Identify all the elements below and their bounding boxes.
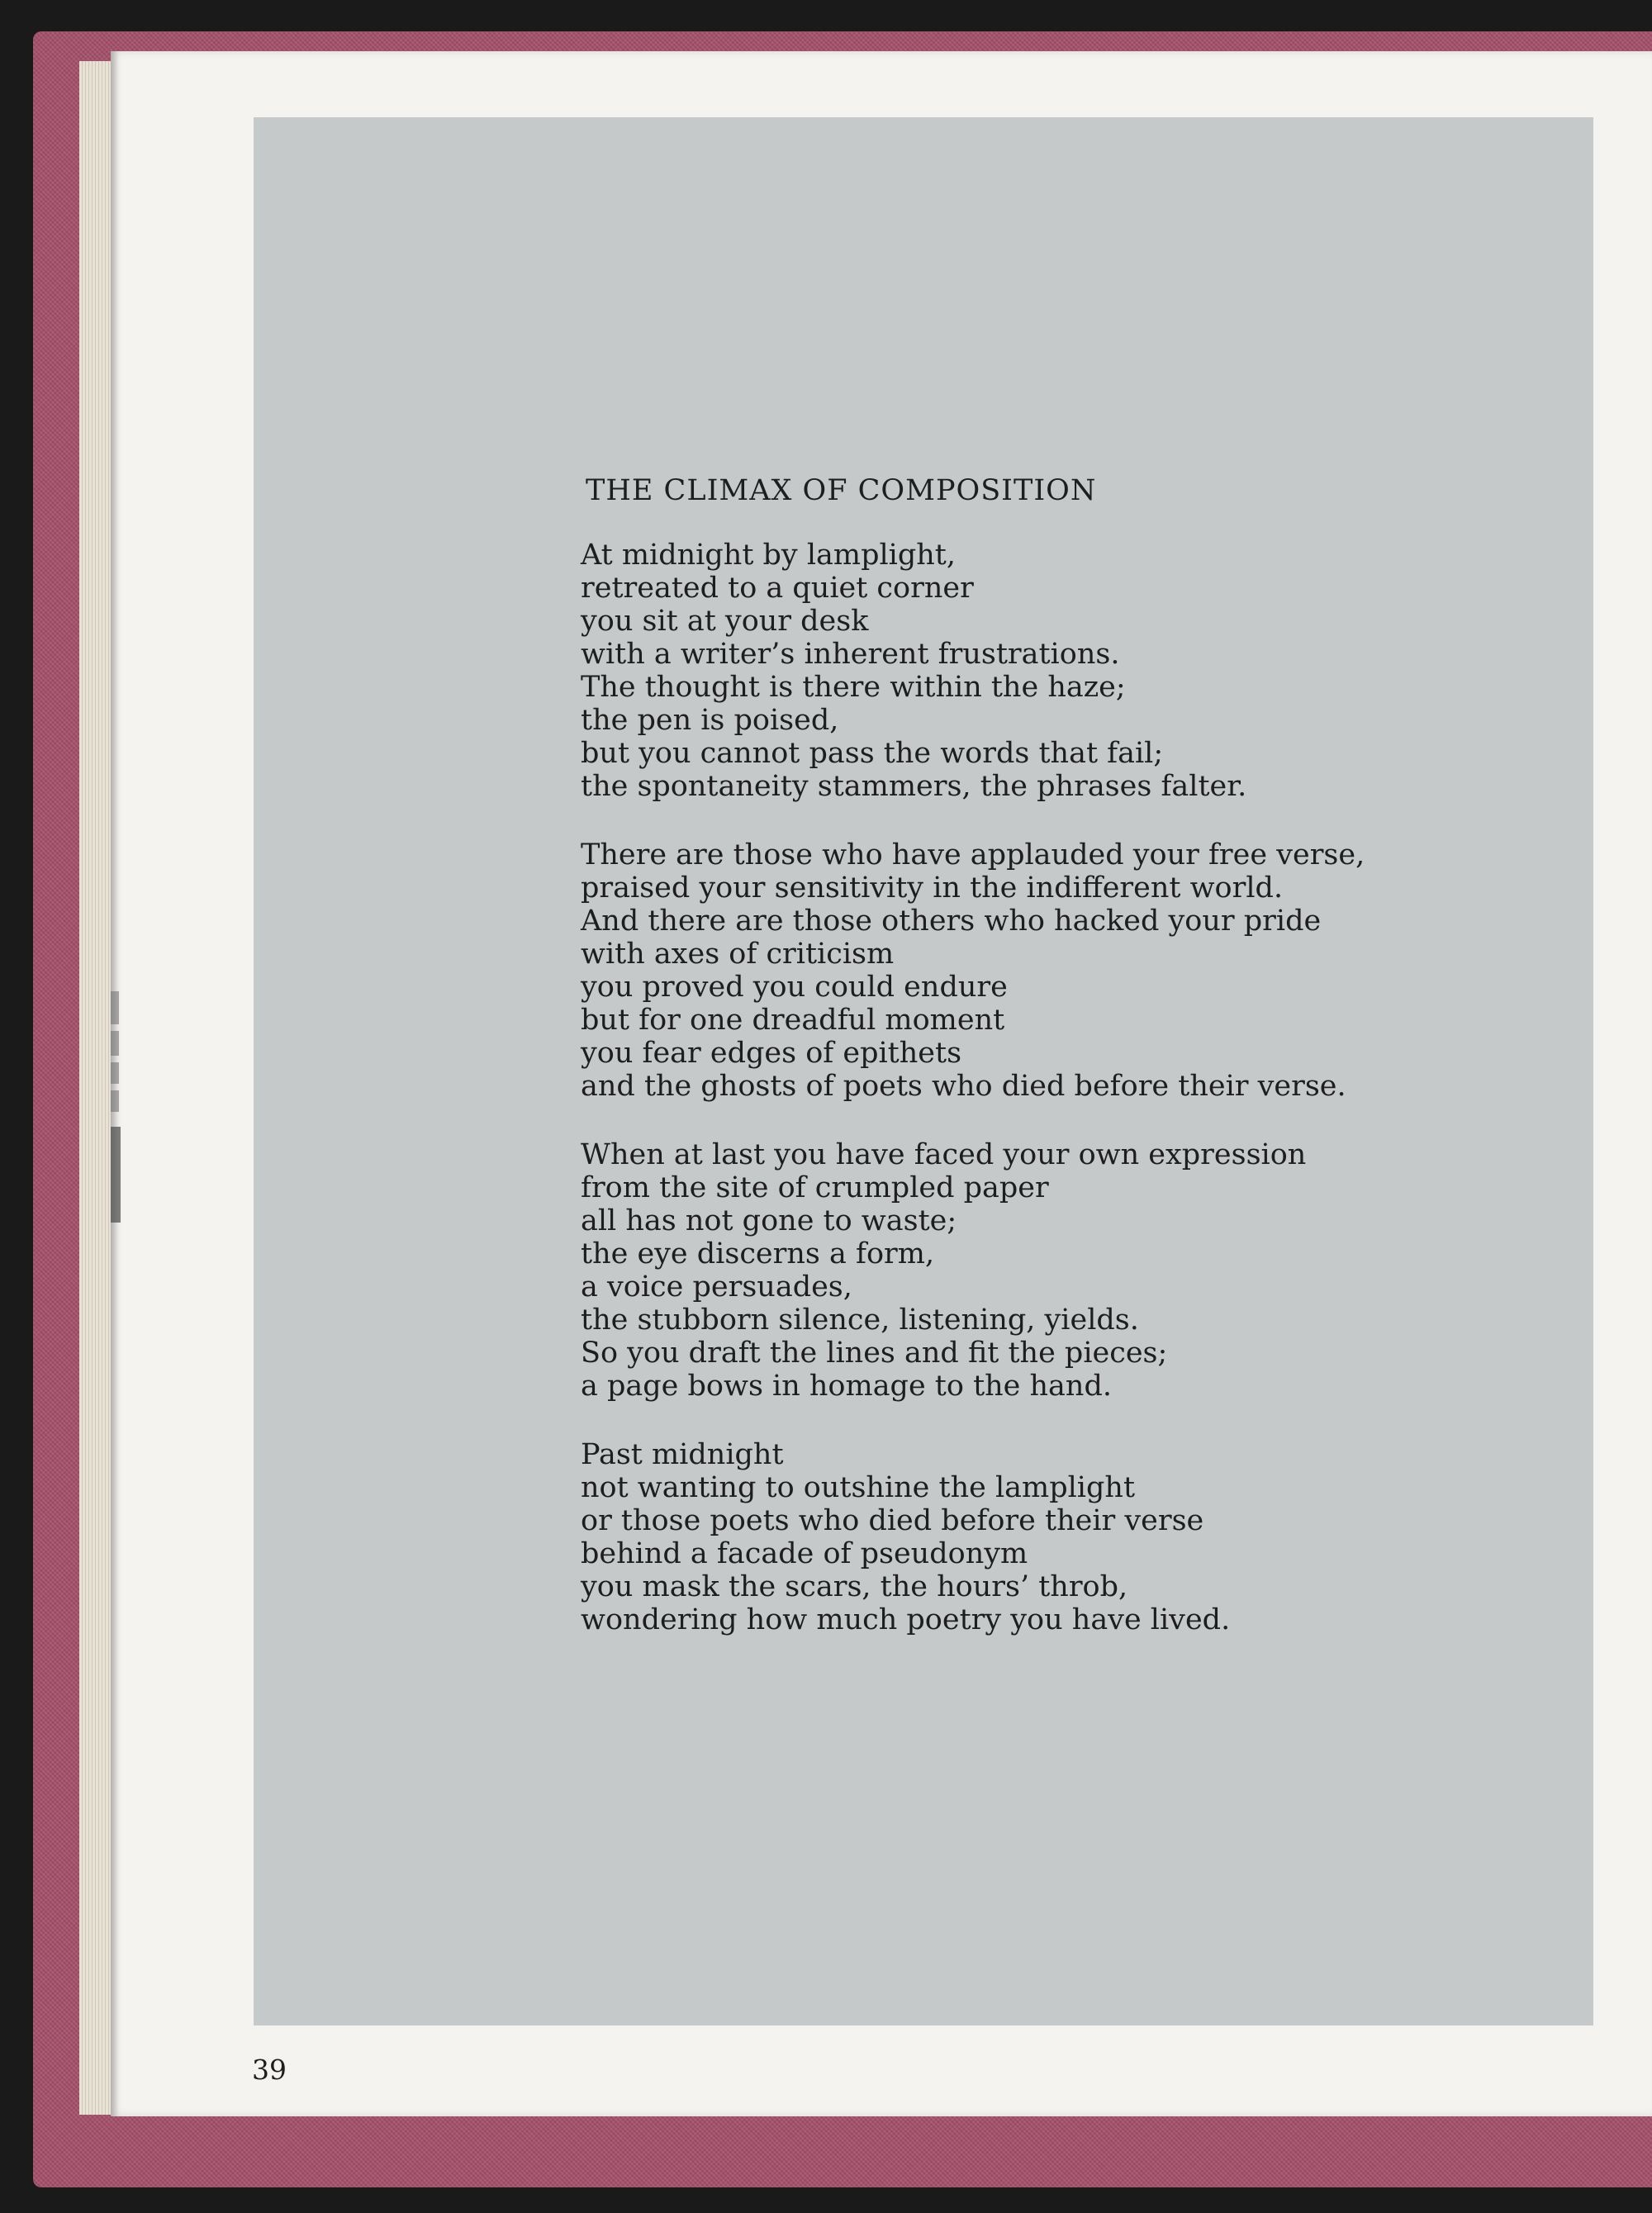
poem-line: or those poets who died before their verse xyxy=(581,1504,1204,1537)
stanza xyxy=(581,1438,1365,1636)
poem-title: THE CLIMAX OF COMPOSITION xyxy=(586,474,1097,507)
poem-line: And there are those others who hacked your pride xyxy=(581,905,1322,938)
poem-line: praised your sensitivity in the indifferent world. xyxy=(581,871,1284,905)
poem-line: At midnight by lamplight, xyxy=(581,539,956,572)
poem-line: When at last you have faced your own expression xyxy=(581,1138,1307,1171)
poem-line: the eye discerns a form, xyxy=(581,1237,935,1270)
library-stamp xyxy=(107,991,124,1223)
poem-line: behind a facade of pseudonym xyxy=(581,1537,1028,1570)
stanza xyxy=(581,1138,1365,1403)
poem-line: you mask the scars, the hours’ throb, xyxy=(581,1570,1128,1603)
poem-line: Past midnight xyxy=(581,1438,784,1471)
poem-line: wondering how much poetry you have lived. xyxy=(581,1603,1231,1636)
poem-line: you proved you could endure xyxy=(581,971,1008,1004)
poem-line: from the site of crumpled paper xyxy=(581,1171,1049,1204)
poem-line: the pen is poised, xyxy=(581,704,839,737)
poem-line: with axes of criticism xyxy=(581,938,895,971)
stanza xyxy=(581,539,1365,803)
poem-line: you fear edges of epithets xyxy=(581,1037,962,1070)
poem-line: not wanting to outshine the lamplight xyxy=(581,1471,1136,1504)
poem-line: a page bows in homage to the hand. xyxy=(581,1370,1112,1403)
poem-line: There are those who have applauded your free verse, xyxy=(581,838,1365,871)
poem-line: the spontaneity stammers, the phrases falter. xyxy=(581,770,1247,803)
poem-line: a voice persuades, xyxy=(581,1270,852,1304)
poem-line: retreated to a quiet corner xyxy=(581,572,974,605)
poem-body xyxy=(581,539,1365,1672)
poem-line: So you draft the lines and fit the pieces; xyxy=(581,1337,1168,1370)
page-number: 39 xyxy=(252,2054,287,2086)
poem-line: and the ghosts of poets who died before their verse. xyxy=(581,1070,1346,1103)
poem-line: with a writer’s inherent frustrations. xyxy=(581,638,1120,671)
poem-line: The thought is there within the haze; xyxy=(581,671,1126,704)
poem-line: but you cannot pass the words that fail; xyxy=(581,737,1164,770)
poem-line: you sit at your desk xyxy=(581,605,869,638)
stanza xyxy=(581,838,1365,1103)
poem-line: the stubborn silence, listening, yields. xyxy=(581,1304,1139,1337)
poem-line: all has not gone to waste; xyxy=(581,1204,957,1237)
poem-line: but for one dreadful moment xyxy=(581,1004,1005,1037)
